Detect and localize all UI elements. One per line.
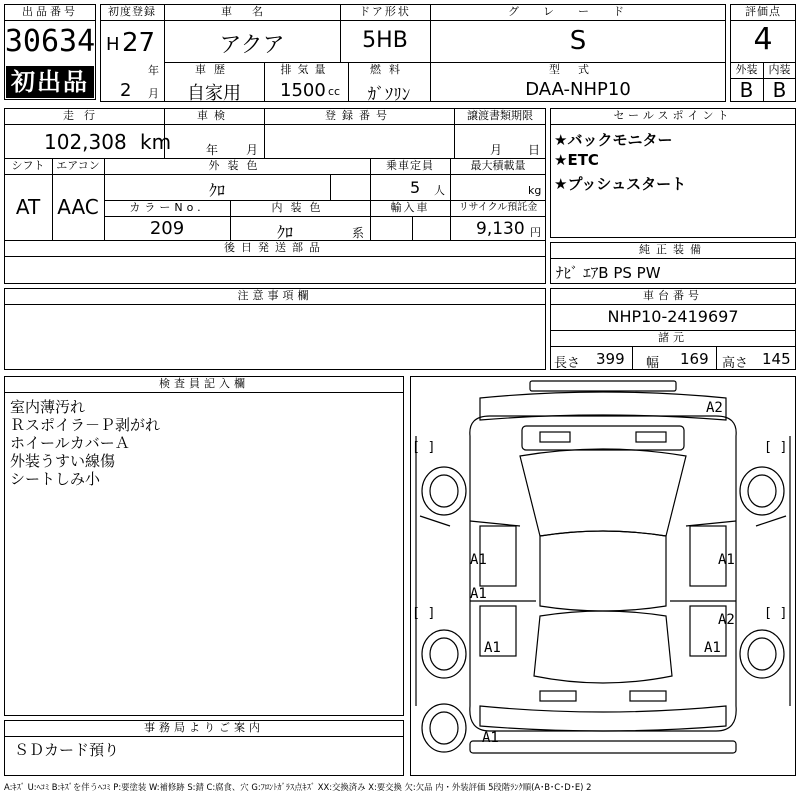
shift: AT xyxy=(15,195,41,219)
recycle-amount: 9,130 xyxy=(476,219,525,239)
registration-label: 登録番号 xyxy=(325,109,393,122)
office-label: 事務局よりご案内 xyxy=(144,721,264,734)
shift-label: シフト xyxy=(11,159,45,172)
import-label: 輸入車 xyxy=(390,201,430,214)
sales-item: ★バックモニター xyxy=(554,131,673,149)
sales-item: ★ETC xyxy=(554,151,599,169)
displacement-label: 排気量 xyxy=(280,63,332,76)
month-unit: 月 xyxy=(148,87,159,100)
sales-label: セールスポイント xyxy=(613,109,733,122)
capacity: 5 xyxy=(410,178,421,197)
transfer-month-unit: 月 xyxy=(490,143,503,157)
inspector-line: シートしみ小 xyxy=(10,470,101,488)
ext-color-label: 外装色 xyxy=(208,159,266,172)
ac: AAC xyxy=(57,195,99,219)
damage-mark: A1 xyxy=(482,730,499,746)
inspector-line: Ｒスポイラ－Ｐ剥がれ xyxy=(10,416,161,434)
exterior-grade: B xyxy=(739,78,754,102)
damage-mark: A1 xyxy=(470,586,487,602)
first-reg-year: 27 xyxy=(122,28,156,58)
later-parts-label: 後日発送部品 xyxy=(224,241,326,254)
sales-item: ★プッシュスタート xyxy=(554,175,687,193)
history: 自家用 xyxy=(187,83,241,104)
inspection-year-unit: 年 xyxy=(206,143,219,157)
interior-label: 内装 xyxy=(768,63,791,76)
mileage: 102,308 xyxy=(44,130,127,154)
inspector-line: 外装うすい線傷 xyxy=(10,452,116,470)
inspector-line: ホイールカバーＡ xyxy=(10,434,130,452)
wheel-bracket: [ ] xyxy=(764,606,788,621)
fuel-label: 燃料 xyxy=(370,63,408,76)
damage-mark: A2 xyxy=(706,400,723,416)
inspection-label: 車検 xyxy=(197,109,231,122)
inspection-month-unit: 月 xyxy=(246,143,259,157)
dims-label: 諸元 xyxy=(658,331,688,344)
recycle-unit: 円 xyxy=(530,226,541,239)
int-color-label: 内装色 xyxy=(271,201,329,214)
office-text: ＳＤカード預り xyxy=(14,741,120,759)
height-label: 高さ xyxy=(722,356,749,371)
damage-mark: A2 xyxy=(718,612,735,628)
wheel-bracket: [ ] xyxy=(412,606,436,621)
damage-mark: A1 xyxy=(704,640,721,656)
fuel: ｶﾞｿﾘﾝ xyxy=(367,85,411,105)
chassis-number: NHP10-2419697 xyxy=(607,307,739,326)
model-label: 型式 xyxy=(549,63,607,76)
transfer-day-unit: 日 xyxy=(528,143,541,157)
height: 145 xyxy=(762,350,791,368)
car-name-label: 車名 xyxy=(221,5,283,18)
equipment: ﾅﾋﾞ ｴｱB PS PW xyxy=(556,264,661,282)
equipment-label: 純正装備 xyxy=(639,243,707,256)
era: H xyxy=(106,34,120,55)
door-label: ドア形状 xyxy=(359,5,411,18)
load-label: 最大積載量 xyxy=(470,159,526,172)
lot-number: 30634 xyxy=(4,24,96,59)
lot-label: 出品番号 xyxy=(22,5,78,18)
length: 399 xyxy=(596,350,625,368)
damage-mark: A1 xyxy=(718,552,735,568)
inspector-line: 室内薄汚れ xyxy=(10,398,86,416)
exterior-label: 外装 xyxy=(735,63,758,76)
year-unit: 年 xyxy=(148,64,159,77)
interior-grade: B xyxy=(772,78,787,102)
inspector-label: 検査員記入欄 xyxy=(159,377,249,390)
score: 4 xyxy=(753,22,773,57)
grade: S xyxy=(569,26,587,56)
damage-mark: A1 xyxy=(484,640,501,656)
int-color: ｸﾛ xyxy=(276,223,293,242)
length-label: 長さ xyxy=(554,356,581,371)
load-unit: kg xyxy=(528,184,542,197)
car-outline-diagram xyxy=(410,376,796,776)
first-reg-month: 2 xyxy=(120,80,132,101)
damage-mark: A1 xyxy=(470,552,487,568)
first-listing-badge: 初出品 xyxy=(6,66,94,98)
int-color-unit: 系 xyxy=(352,226,365,240)
ext-color: ｸﾛ xyxy=(208,181,225,200)
door-type: 5HB xyxy=(362,28,408,53)
history-label: 車歴 xyxy=(195,63,233,76)
width-label: 幅 xyxy=(646,356,660,371)
score-label: 評価点 xyxy=(745,5,781,18)
model: DAA-NHP10 xyxy=(525,79,631,100)
chassis-label: 車台番号 xyxy=(643,289,703,302)
transfer-label: 譲渡書類期限 xyxy=(467,109,533,122)
displacement-unit: cc xyxy=(328,85,341,98)
capacity-unit: 人 xyxy=(434,184,445,197)
mileage-label: 走行 xyxy=(63,109,105,122)
mileage-unit: km xyxy=(140,130,172,154)
color-no: 209 xyxy=(149,218,185,239)
notes-label: 注意事項欄 xyxy=(237,289,313,302)
recycle-label: リサイクル預託金 xyxy=(458,202,538,213)
ac-label: エアコン xyxy=(56,159,100,172)
first-reg-label: 初度登録 xyxy=(108,5,156,18)
wheel-bracket: [ ] xyxy=(412,440,436,455)
grade-label: グレード xyxy=(508,5,648,18)
legend: A:ｷｽﾞ U:ﾍｺﾐ B:ｷｽﾞを伴うﾍｺﾐ P:要塗装 W:補修跡 S:錆 C:腐食、穴 G:ﾌﾛﾝﾄｶﾞﾗｽ点ｷｽﾞ XX:交換済み X:要交換 欠:欠品 内・外装評価 5段階ﾗﾝｸ順(A･B･C･D･E) 2 xyxy=(4,782,592,792)
wheel-bracket: [ ] xyxy=(764,440,788,455)
width: 169 xyxy=(680,350,709,368)
capacity-label: 乗車定員 xyxy=(386,159,434,172)
car-name: アクア xyxy=(219,33,285,58)
displacement: 1500 xyxy=(280,80,326,101)
color-no-label: カラーNo. xyxy=(129,201,205,214)
